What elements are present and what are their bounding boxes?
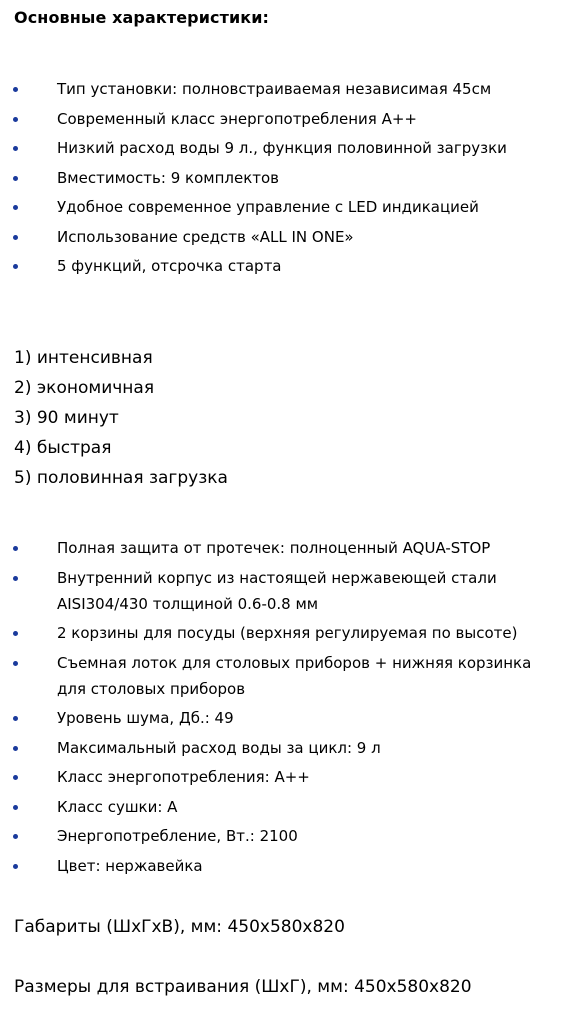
bullet-icon — [13, 775, 18, 780]
list-item — [0, 106, 562, 132]
list-item — [0, 253, 562, 279]
mode-item: 2) экономичная — [14, 378, 155, 398]
list-item — [0, 224, 562, 250]
feature-text: Низкий расход воды 9 л., функция половинной загрузки — [57, 139, 507, 157]
bullet-icon — [13, 176, 18, 181]
mode-item: 1) интенсивная — [14, 348, 153, 368]
bullet-icon — [13, 87, 18, 92]
feature-text: Вместимость: 9 комплектов — [57, 168, 280, 187]
page-heading: Основные характеристики: — [14, 8, 270, 27]
bullet-icon — [13, 235, 18, 240]
feature-text: Использование средств «ALL IN ONE» — [57, 227, 354, 246]
list-item — [0, 735, 562, 761]
spec-text: Класс сушки: А — [57, 797, 178, 816]
mode-item: 3) 90 минут — [14, 408, 119, 428]
list-item — [0, 620, 562, 646]
bullet-icon — [13, 576, 18, 581]
bullet-icon — [13, 264, 18, 269]
spec-text: Полная защита от протечек: полноценный AQUA-STOP — [57, 539, 491, 557]
spec-text: Класс энергопотребления: А++ — [57, 768, 310, 786]
specs-list — [0, 535, 562, 882]
feature-text: Удобное современное управление с LED индикацией — [57, 198, 479, 216]
bullet-icon — [13, 716, 18, 721]
list-item — [0, 194, 562, 220]
spec-text: 2 корзины для посуды (верхняя регулируемая по высоте) — [57, 624, 518, 642]
list-item — [0, 76, 562, 102]
bullet-icon — [13, 805, 18, 810]
bullet-icon — [13, 834, 18, 839]
list-item — [0, 764, 562, 790]
spec-text: Энергопотребление, Вт.: 2100 — [57, 827, 298, 845]
list-item — [0, 650, 562, 702]
spec-text: Уровень шума, Дб.: 49 — [57, 709, 234, 727]
feature-text: 5 функций, отсрочка старта — [57, 257, 282, 275]
feature-text: Тип установки: полновстраиваемая независимая 45см — [57, 80, 492, 98]
list-item — [0, 794, 562, 820]
bullet-icon — [13, 146, 18, 151]
features-list — [0, 76, 562, 283]
modes-list — [14, 343, 228, 493]
spec-text: Внутренний корпус из настоящей нержавеющей стали AISI304/430 толщиной 0.6-0.8 мм — [57, 568, 497, 613]
bullet-icon — [13, 631, 18, 636]
bullet-icon — [13, 746, 18, 751]
bullet-icon — [13, 864, 18, 869]
built-in-size-text: Размеры для встраивания (ШхГ), мм: 450х580х820 — [14, 977, 472, 997]
bullet-icon — [13, 661, 18, 666]
bullet-icon — [13, 117, 18, 122]
list-item — [0, 535, 562, 561]
dimensions-text: Габариты (ШхГхВ), мм: 450х580х820 — [14, 917, 345, 937]
list-item — [0, 705, 562, 731]
bullet-icon — [13, 546, 18, 551]
list-item — [0, 135, 562, 161]
spec-text: Цвет: нержавейка — [57, 856, 203, 875]
bullet-icon — [13, 205, 18, 210]
spec-text: Максимальный расход воды за цикл: 9 л — [57, 738, 381, 757]
list-item — [0, 853, 562, 879]
list-item — [0, 565, 562, 617]
mode-item: 4) быстрая — [14, 438, 112, 458]
spec-text: Съемная лоток для столовых приборов + нижняя корзинка для столовых приборов — [57, 653, 532, 698]
list-item — [0, 823, 562, 849]
list-item — [0, 165, 562, 191]
mode-item: 5) половинная загрузка — [14, 468, 228, 488]
feature-text: Современный класс энергопотребления А++ — [57, 109, 417, 128]
